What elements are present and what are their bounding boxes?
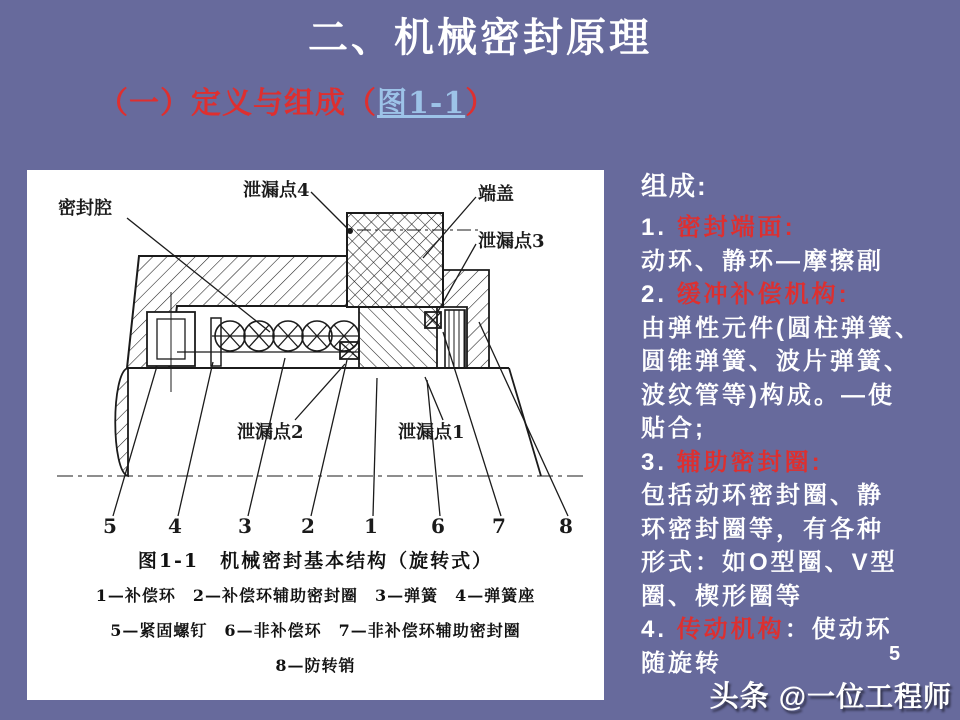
figure-legend-line-3: 8—防转销 (275, 656, 356, 675)
composition-panel (641, 166, 956, 680)
composition-line: 4. 传动机构：使动环 (641, 616, 893, 643)
composition-line: 2. 缓冲补偿机构: (641, 281, 850, 308)
part-number-3: 3 (238, 514, 252, 538)
label-end-cover: 端盖 (478, 184, 514, 205)
composition-line: 3. 辅助密封圈: (641, 448, 823, 476)
composition-lines (641, 211, 956, 680)
figure-legend-line-2: 5—紧固螺钉 6—非补偿环 7—非补偿环辅助密封圈 (110, 621, 521, 640)
mechanical-seal-drawing (27, 170, 604, 542)
part-number-8: 8 (559, 514, 573, 538)
label-seal-cavity: 密封腔 (58, 198, 112, 219)
label-leak-point-4: 泄漏点4 (243, 180, 310, 201)
section-subtitle (98, 78, 496, 122)
watermark-handle: @一位工程师 (778, 681, 952, 712)
subtitle-suffix: ） (465, 86, 497, 121)
composition-line: 环密封圈等，有各种 (641, 515, 884, 543)
aux-seal-ring-7 (425, 312, 441, 328)
part-number-6: 6 (431, 514, 445, 538)
part-number-5: 5 (103, 514, 117, 538)
part-number-2: 2 (301, 514, 315, 538)
page-title: 二、机械密封原理 (308, 14, 652, 61)
watermark-brand: 头条 (709, 681, 770, 713)
subtitle-prefix: （一）定义与组成（ (98, 86, 377, 121)
non-compensating-ring (445, 310, 465, 368)
composition-line: 圆锥弹簧、波片弹簧、 (641, 348, 911, 375)
composition-line: 由弹性元件(圆柱弹簧、 (641, 314, 922, 342)
figure-link[interactable]: 图1-1 (377, 86, 466, 121)
composition-line: 圈、楔形圈等 (641, 582, 803, 610)
figure-legend-line-1: 1—补偿环 2—补偿环辅助密封圈 3—弹簧 4—弹簧座 (95, 586, 536, 605)
label-leak-point-2: 泄漏点2 (237, 422, 304, 443)
figure-caption-title: 图1-1 机械密封基本结构（旋转式） (137, 550, 494, 572)
watermark (710, 674, 952, 715)
springs (177, 321, 359, 352)
figure-1-1-diagram (27, 170, 604, 700)
shaft (57, 368, 585, 476)
part-number-4: 4 (168, 514, 182, 538)
composition-line: 随旋转 (641, 649, 722, 677)
composition-line: 包括动环密封圈、静 (641, 482, 884, 509)
label-leak-point-1: 泄漏点1 (398, 422, 465, 443)
composition-line: 贴合; (641, 415, 706, 442)
composition-line: 动环、静环—摩擦副 (641, 247, 884, 275)
composition-line: 1. 密封端面: (641, 214, 796, 241)
part-number-1: 1 (364, 514, 378, 538)
composition-heading: 组成: (641, 171, 708, 201)
page-number: 5 (889, 643, 901, 665)
part-number-7: 7 (492, 514, 506, 538)
composition-line: 形式：如O型圈、V型 (641, 549, 898, 576)
composition-line: 波纹管等)构成。—使 (641, 381, 895, 409)
label-leak-point-3: 泄漏点3 (478, 231, 545, 252)
